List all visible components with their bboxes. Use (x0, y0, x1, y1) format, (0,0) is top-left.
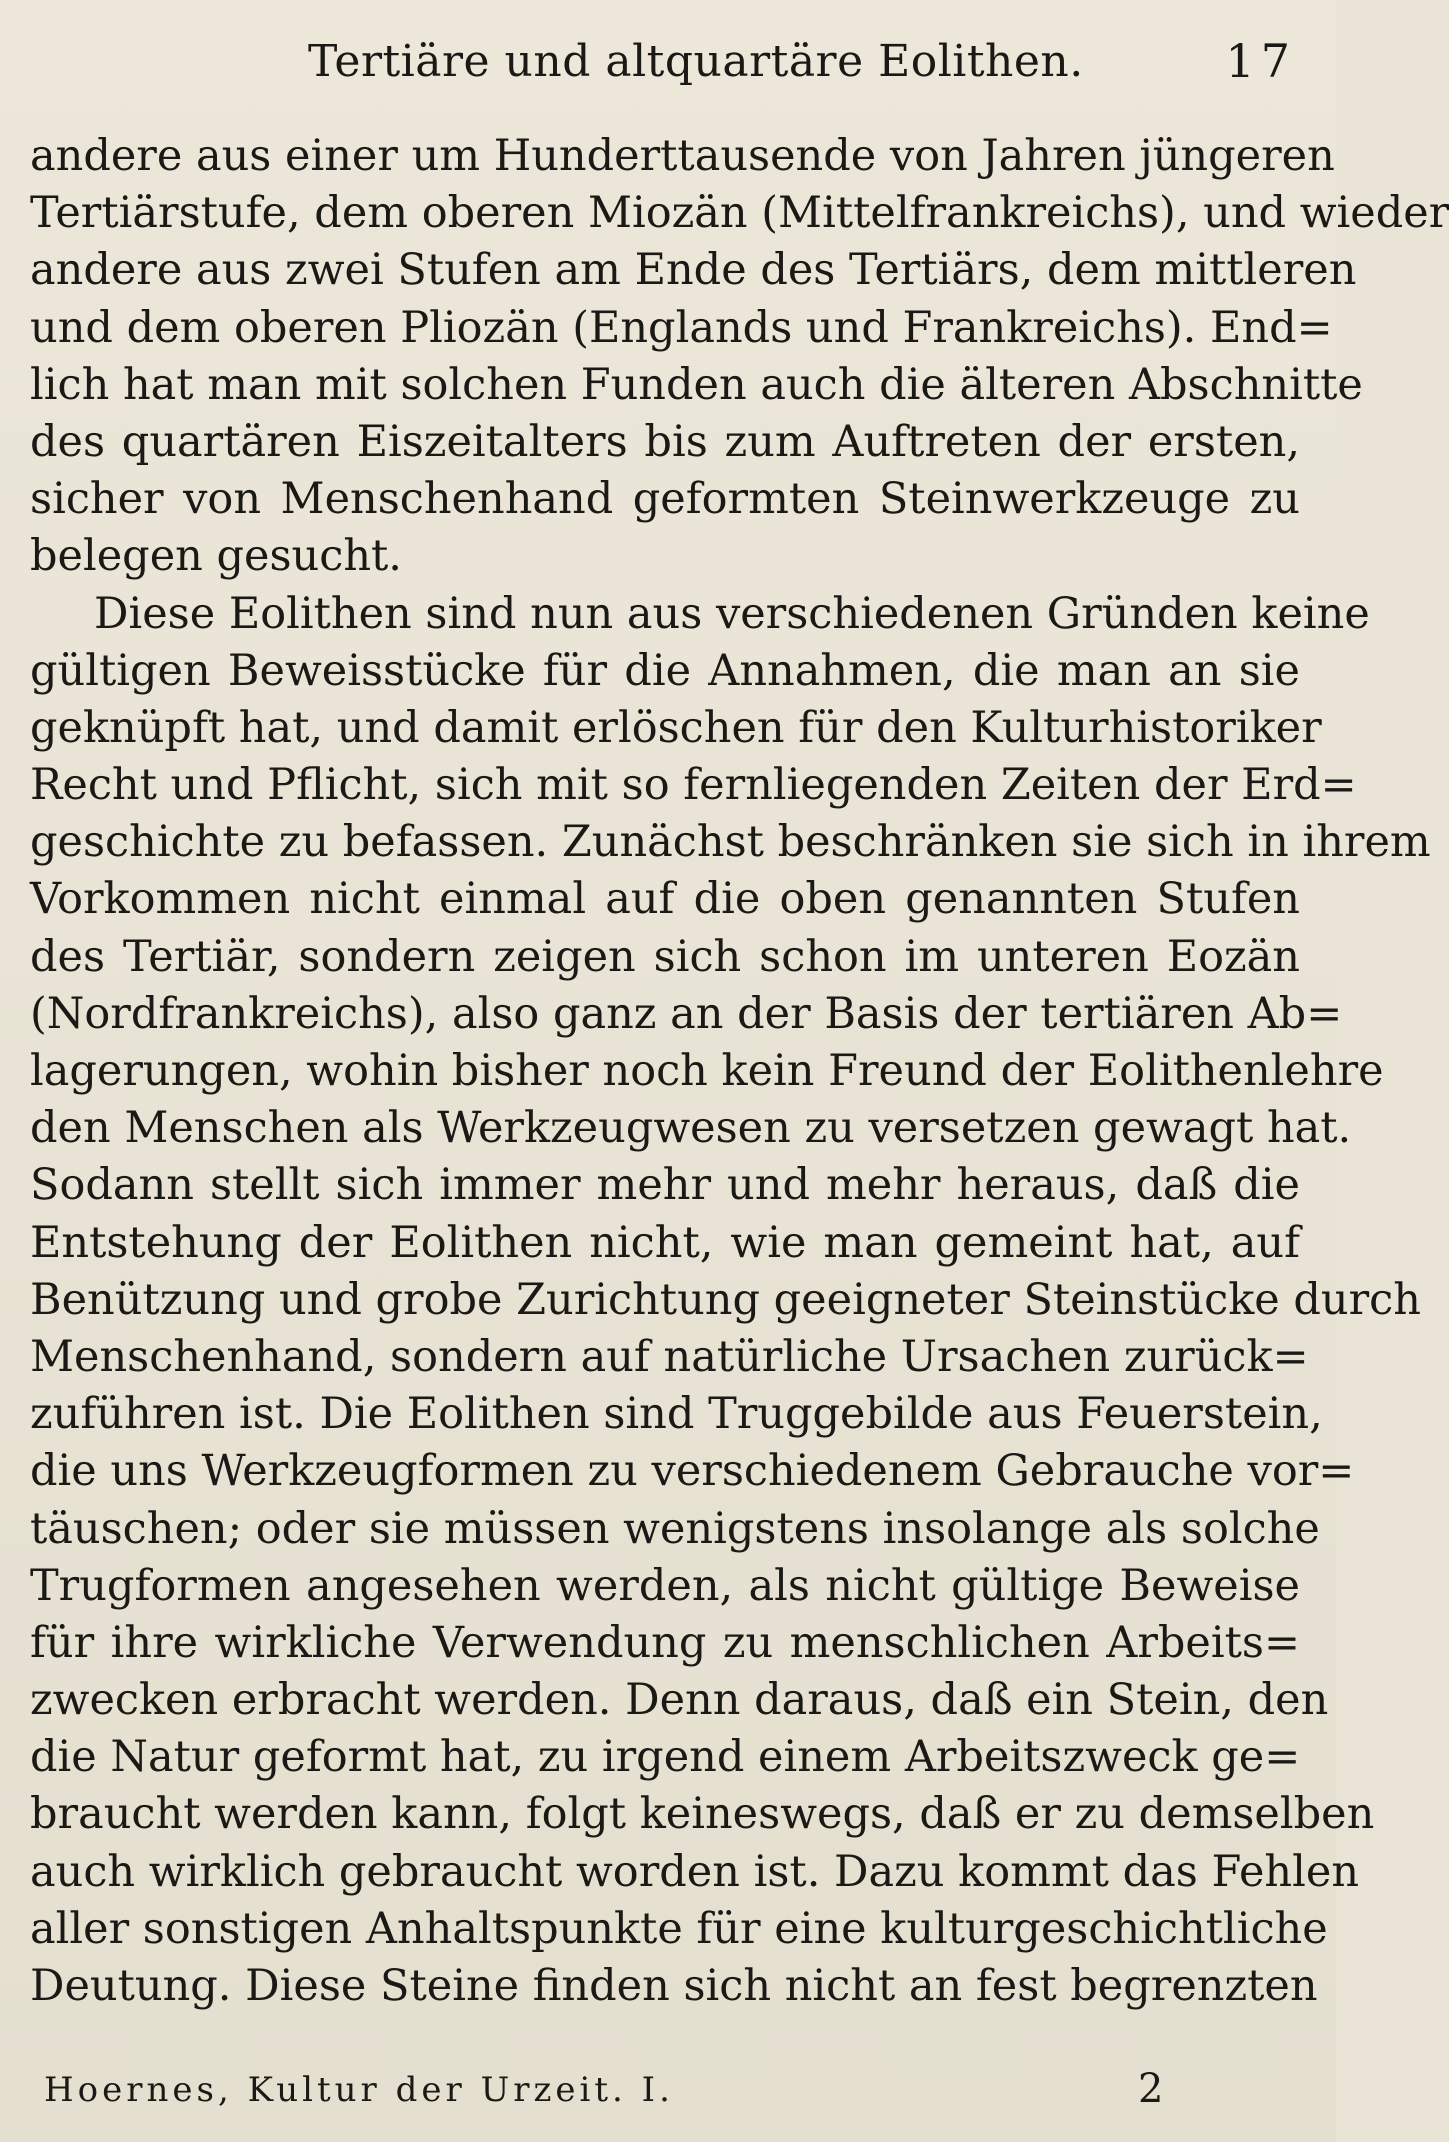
text-line: Entstehung der Eolithen nicht, wie man gemeint hat, auf (30, 1217, 1300, 1268)
text-line: die uns Werkzeugformen zu verschiedenem Gebrauche vor= (30, 1446, 1355, 1497)
text-line: Sodann stellt sich immer mehr und mehr heraus, daß die (30, 1160, 1300, 1211)
text-line: Menschenhand, sondern auf natürliche Ursachen zurück= (30, 1331, 1309, 1382)
text-line: für ihre wirkliche Verwendung zu menschlichen Arbeits= (30, 1617, 1300, 1668)
running-title: Tertiäre und altquartäre Eolithen. (308, 36, 1084, 87)
text-line: des Tertiär, sondern zeigen sich schon im unteren Eozän (30, 931, 1300, 982)
page-number: 17 (1225, 34, 1296, 88)
text-line: Deutung. Diese Steine finden sich nicht an fest begrenzten (30, 1961, 1318, 2011)
text-line: andere aus zwei Stufen am Ende des Tertiärs, dem mittleren (30, 245, 1357, 296)
text-line: Benützung und grobe Zurichtung geeigneter Steinstücke durch (30, 1274, 1421, 1325)
text-line: aller sonstigen Anhaltspunkte für eine kulturgeschichtliche (30, 1903, 1328, 1954)
text-line: andere aus einer um Hunderttausende von Jahren jüngeren (30, 131, 1335, 181)
text-line: Vorkommen nicht einmal auf die oben genannten Stufen (30, 874, 1300, 925)
running-head (0, 28, 1336, 98)
text-line: braucht werden kann, folgt keineswegs, daß er zu demselben (30, 1789, 1375, 1840)
paragraph-start-line: Diese Eolithen sind nun aus verschiedenen Gründen keine (94, 588, 1370, 639)
body-text (30, 128, 1449, 2015)
sheet-number: 2 (1138, 2066, 1164, 2112)
text-line: belegen gesucht. (30, 531, 402, 582)
page-footer (0, 2066, 1336, 2120)
text-line: geknüpft hat, und damit erlöschen für den Kulturhistoriker (30, 702, 1322, 753)
text-line: (Nordfrankreichs), also ganz an der Basis der tertiären Ab= (30, 988, 1343, 1039)
text-line: Tertiärstufe, dem oberen Miozän (Mittelfrankreichs), und wieder (30, 188, 1449, 239)
text-line: sicher von Menschenhand geformten Steinwerkzeuge zu (30, 474, 1300, 525)
text-line: lich hat man mit solchen Funden auch die älteren Abschnitte (30, 359, 1363, 410)
text-line: zwecken erbracht werden. Denn daraus, daß ein Stein, den (30, 1675, 1329, 1726)
text-line: täuschen; oder sie müssen wenigstens insolange als solche (30, 1503, 1320, 1554)
text-line: und dem oberen Pliozän (Englands und Frankreichs). End= (30, 302, 1333, 353)
text-line: die Natur geformt hat, zu irgend einem Arbeitszweck ge= (30, 1732, 1301, 1783)
text-line: des quartären Eiszeitalters bis zum Auftreten der ersten, (30, 416, 1300, 467)
text-line: auch wirklich gebraucht worden ist. Dazu kommt das Fehlen (30, 1846, 1360, 1897)
text-line: zuführen ist. Die Eolithen sind Truggebilde aus Feuerstein, (30, 1389, 1323, 1440)
text-line: Recht und Pflicht, sich mit so fernliegenden Zeiten der Erd= (30, 760, 1357, 811)
text-line: Trugformen angesehen werden, als nicht gültige Beweise (30, 1560, 1300, 1611)
text-line: gültigen Beweisstücke für die Annahmen, die man an sie (30, 645, 1300, 696)
text-line: den Menschen als Werkzeugwesen zu versetzen gewagt hat. (30, 1103, 1352, 1154)
text-line: geschichte zu befassen. Zunächst beschränken sie sich in ihrem (30, 817, 1431, 868)
text-line: lagerungen, wohin bisher noch kein Freund der Eolithenlehre (30, 1046, 1384, 1096)
footer-signature: Hoernes, Kultur der Urzeit. I. (44, 2070, 674, 2110)
